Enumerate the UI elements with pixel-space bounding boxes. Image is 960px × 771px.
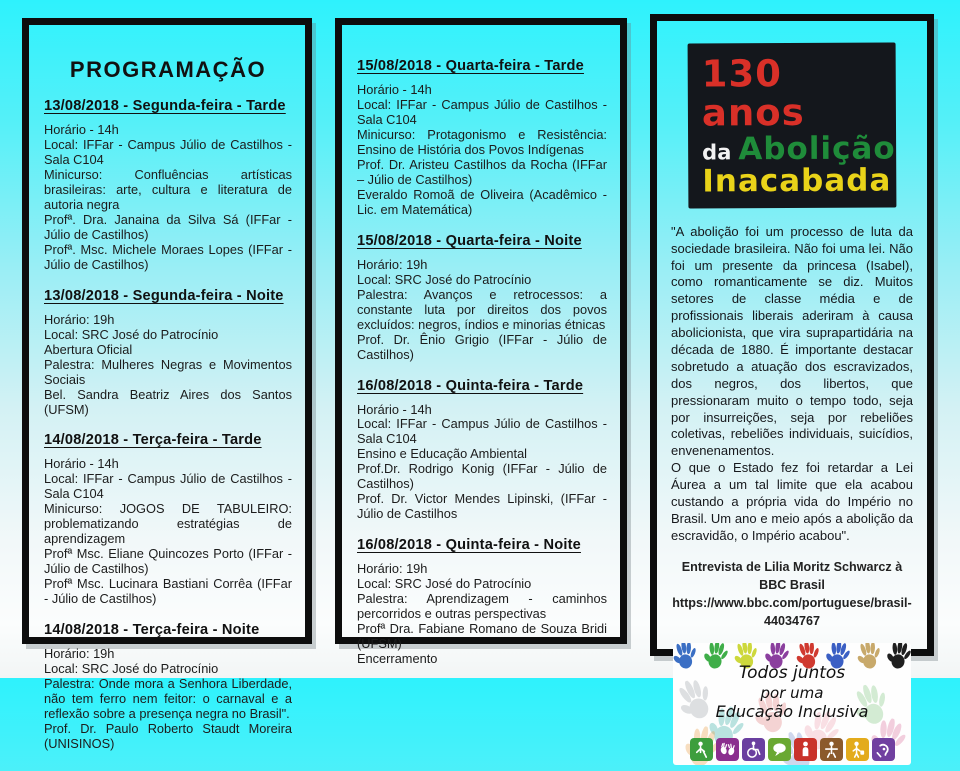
wheelchair-icon [742,738,765,761]
schedule-line: Local: IFFar - Campus Júlio de Castilhos - Sala C104 [357,416,607,447]
banner-text-line-1: Todos juntos [738,662,846,683]
middle-panel [335,18,627,667]
schedule-section [357,233,607,363]
schedule-line: Abertura Oficial [44,341,133,357]
banner-text-line-2: por uma [760,683,824,702]
standing-person-icon [794,738,817,761]
accessibility-icons-row [673,738,911,761]
schedule-line: Local: IFFar - Campus Júlio de Castilhos - Sala C104 [44,471,292,502]
left-schedule-sections [44,98,292,752]
schedule-section [357,537,607,667]
section-heading: 14/08/2018 - Terça-feira - Tarde [44,432,262,449]
schedule-line: Palestra: Onde mora a Senhora Liberdade, não tem ferro nem feitor: o carnaval e a reflexão sobre a presença negra no Brasil". [44,676,292,722]
schedule-line: Minicurso: Protagonismo e Resistência: Ensino de História dos Povos Indígenas [357,126,607,157]
schedule-line: Profª. Msc. Michele Moraes Lopes (IFFar - Júlio de Castilhos) [44,241,292,272]
attribution-source: Entrevista de Lilia Moritz Schwarcz à BBC Brasil [681,559,903,592]
schedule-line: Horário: 19h [357,256,428,272]
schedule-line: Horário: 19h [357,561,428,577]
section-heading: 15/08/2018 - Quarta-feira - Noite [357,232,582,249]
inclusive-education-banner [673,643,911,765]
right-panel [650,14,934,721]
schedule-line: Prof. Dr. Paulo Roberto Staudt Moreira (UNISINOS) [44,721,292,751]
schedule-section [44,622,292,752]
schedule-section [357,58,607,218]
schedule-line: Minicurso: Confluências artísticas brasileiras: arte, cultura e literatura de autoria negra [44,166,292,212]
speech-bubble-icon [768,738,791,761]
schedule-line: Horário: 19h [44,311,115,327]
section-lines [44,457,292,607]
section-lines [357,258,607,363]
schedule-line: Horário - 14h [44,456,119,472]
schedule-section [357,378,607,523]
event-title-line-2: Abolição [738,130,896,167]
schedule-line: Encerramento [357,651,438,667]
schedule-line: Everaldo Romoã de Oliveira (Acadêmico - Lic. em Matemática) [357,186,607,217]
schedule-line: Palestra: Mulheres Negras e Movimentos Sociais [44,356,292,387]
schedule-line: Horário - 14h [357,401,432,417]
person-with-bag-icon [846,738,869,761]
section-lines [357,562,607,667]
schedule-line: Prof.Dr. Rodrigo Konig (IFFar - Júlio de Castilhos) [357,461,607,492]
schedule-line: Profª Dra. Fabiane Romano de Souza Bridi (UFSM) [357,621,607,652]
event-title-line-3: Inacabada [702,162,892,200]
section-lines [44,647,292,752]
section-heading: 16/08/2018 - Quinta-feira - Tarde [357,377,584,394]
section-heading: 14/08/2018 - Terça-feira - Noite [44,622,260,639]
schedule-section [44,432,292,607]
schedule-line: Bel. Sandra Beatriz Aires dos Santos (UFSM) [44,386,292,417]
schedule-line: Ensino e Educação Ambiental [357,446,528,462]
schedule-line: Profª Msc. Eliane Quincozes Porto (IFFar - Júlio de Castilhos) [44,546,292,577]
quote-text [667,222,917,545]
section-heading: 13/08/2018 - Segunda-feira - Tarde [44,98,286,114]
schedule-line: Prof. Dr. Aristeu Castilhos da Rocha (IFFar – Júlio de Castilhos) [357,156,607,187]
event-title-line-2-small: da [702,140,732,165]
open-arms-person-icon [820,738,843,761]
quote-paragraph: "A abolição foi um processo de luta da sociedade brasileira. Não foi uma lei. Não foi um presente da princesa (Isabel), como romanticamente se diz. Muitos setores de classe média e de profissionais liberais aderiram à causa abolicionista, que vira suprapartidária na década de 1880. É importante destacar sobretudo a atuação dos escravizados, dos negros, dos libertos, que pressionaram muito o tempo todo, seja por insurreições, seja por rebeliões coletivas, rebeliões individuais, suicídios, envenenamentos. [671,223,913,459]
section-heading: 13/08/2018 - Segunda-feira - Noite [44,287,284,304]
banner-text-line-3: Educação Inclusiva [715,701,869,721]
schedule-section [44,288,292,418]
schedule-line: Local: SRC José do Patrocínio [357,271,532,287]
section-lines [44,123,292,273]
event-title-box [688,42,897,208]
schedule-section [44,98,292,273]
blind-person-icon [690,738,713,761]
schedule-line: Horário - 14h [44,122,119,137]
schedule-line: Horário: 19h [44,646,115,662]
section-heading: 15/08/2018 - Quarta-feira - Tarde [357,58,584,74]
inclusive-banner-text [673,663,911,722]
schedule-line: Prof. Dr. Ênio Grigio (IFFar - Júlio de Castilhos) [357,331,607,362]
middle-schedule-sections [357,58,607,667]
schedule-line: Local: SRC José do Patrocínio [44,326,219,342]
attribution-url: https://www.bbc.com/portuguese/brasil-44034767 [672,596,912,629]
section-lines [357,403,607,523]
section-lines [357,83,607,218]
schedule-line: Minicurso: JOGOS DE TABULEIRO: problematizando estratégias de aprendizagem [44,501,292,547]
schedule-line: Local: IFFar - Campus Júlio de Castilhos - Sala C104 [357,96,607,127]
quote-attribution [667,558,917,631]
page-title: PROGRAMAÇÃO [69,57,267,82]
left-panel [22,18,312,751]
schedule-line: Profª. Dra. Janaina da Silva Sá (IFFar - Júlio de Castilhos) [44,211,292,242]
sign-language-icon [716,738,739,761]
section-lines [44,313,292,418]
event-title-line-1: 130 anos [701,52,805,135]
schedule-line: Local: SRC José do Patrocínio [357,576,532,592]
hearing-impaired-icon [872,738,895,761]
schedule-line: Palestra: Aprendizagem - caminhos percorridos e outras perspectivas [357,591,607,622]
schedule-line: Local: IFFar - Campus Júlio de Castilhos - Sala C104 [44,136,292,167]
schedule-line: Profª Msc. Lucinara Bastiani Corrêa (IFFar - Júlio de Castilhos) [44,576,292,607]
schedule-line: Palestra: Avanços e retrocessos: a constante luta por direitos dos povos excluídos: negros, índios e minorias étnicas [357,286,607,332]
section-heading: 16/08/2018 - Quinta-feira - Noite [357,537,581,554]
quote-paragraph: O que o Estado fez foi retardar a Lei Áurea a um tal limite que ela acabou custando a própria vida do Império no Brasil. Um ano e meio após a abolição da escravidão, o Império acabou". [671,460,913,543]
schedule-line: Horário - 14h [357,82,432,97]
schedule-line: Prof. Dr. Victor Mendes Lipinski, (IFFar - Júlio de Castilhos [357,491,607,522]
schedule-line: Local: SRC José do Patrocínio [44,661,219,677]
